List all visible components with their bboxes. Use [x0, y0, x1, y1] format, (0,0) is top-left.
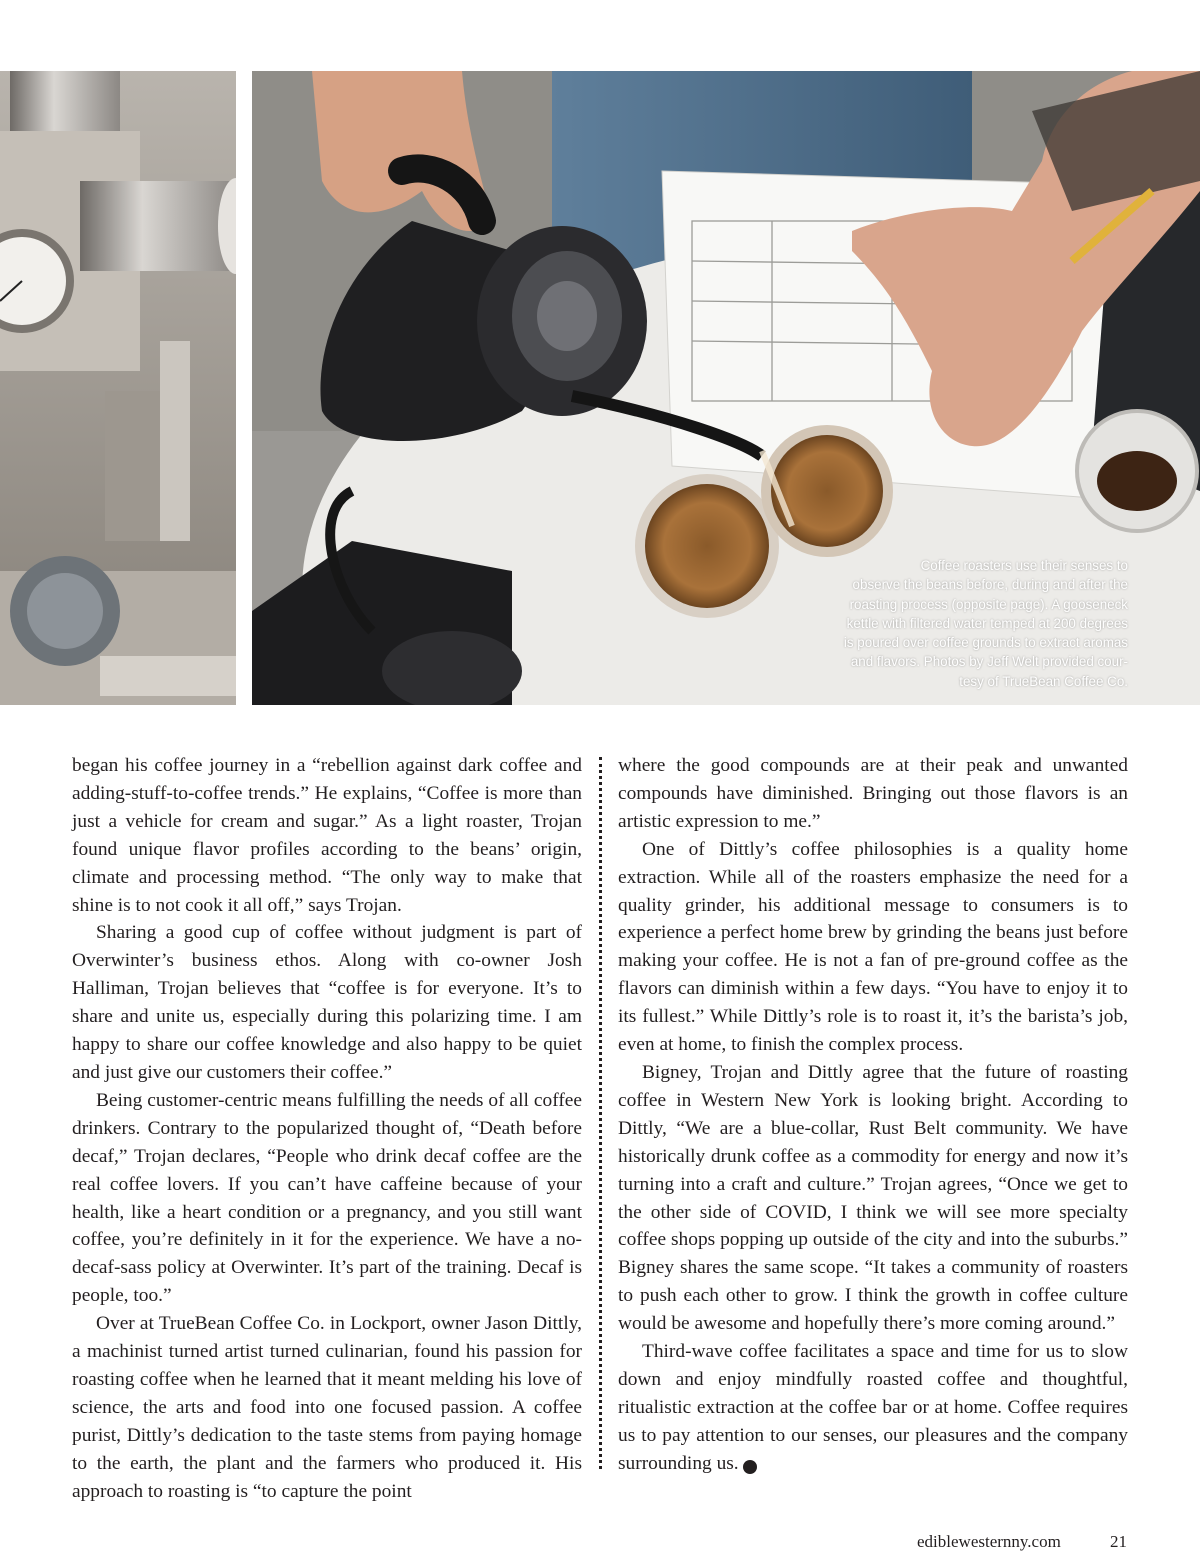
page-number: 21: [1110, 1532, 1127, 1551]
article-paragraph: Over at TrueBean Coffee Co. in Lockport, owner Jason Dittly, a machinist turned artist turned culinarian, found his passion for roasting coffee when he learned that it meant melding his love of science, the arts and food into one focused passion. A coffee purist, Dittly’s dedication to the taste stems from paying homage to the earth, the plant and the farmers who produced it. His approach to roasting is “to capture the point: [72, 1313, 582, 1502]
article-paragraph-final: [618, 1338, 1128, 1478]
article-paragraph: Being customer-centric means fulfilling the needs of all coffee drinkers. Contrary to the popularized thought of, “Death before decaf,” Trojan declares, “People who drink decaf coffee are the real coffee lovers. If you can’t have caffeine because of your health, like a heart condition or a pregnancy, and you still want coffee, you’re definitely in it for the experience. We have a no-decaf-sass policy at Overwinter. It’s part of the training. Decaf is people, too.”: [72, 1089, 582, 1307]
caption-line: and flavors. Photos by Jeff Welt provided cour-: [850, 654, 1128, 670]
article-column-right: [618, 752, 1128, 1478]
column-divider: [599, 757, 602, 1469]
article-paragraph: where the good compounds are at their peak and unwanted compounds have diminished. Bringing out those flavors is an artistic expression to me.”: [618, 755, 1128, 832]
article-paragraph: began his coffee journey in a “rebellion against dark coffee and adding-stuff-to-coffee trends.” He explains, “Coffee is more than just a vehicle for cream and sugar.” As a light roaster, Trojan found unique flavor profiles according to the beans’ origin, climate and processing method. “The only way to make that shine is to not cook it all off,” says Trojan.: [72, 755, 582, 916]
article-paragraph-text: Third-wave coffee facilitates a space and time for us to slow down and enjoy mindfully roasted coffee and thoughtful, ritualistic extraction at the coffee bar or at home. Coffee requires us to pay attention to our senses, our pleasures and the company surrounding us.: [618, 1341, 1128, 1474]
footer-site-url: ediblewesternny.com: [917, 1532, 1061, 1551]
article-paragraph: Sharing a good cup of coffee without judgment is part of Overwinter’s business ethos. Along with co-owner Josh Halliman, Trojan believes that “coffee is for everyone. It’s to share and unite us, especially during this polarizing time. I am happy to share our coffee knowledge and also happy to be quiet and just give our customers their coffee.”: [72, 922, 582, 1083]
caption-line: roasting process (opposite page). A gooseneck: [849, 596, 1128, 612]
article-paragraph: Bigney, Trojan and Dittly agree that the future of roasting coffee in Western New York is looking bright. According to Dittly, “We are a blue-collar, Rust Belt community. We have historically drunk coffee as a commodity for energy and now it’s turning into a craft and culture.” Trojan agrees, “Once we get to the other side of COVID, I think we will see more specialty coffee shops popping up outside of the city and into the suburbs.” Bigney shares the same scope. “It takes a community of roasters to push each other to grow. I think the growth in coffee culture would be awesome and hopefully there’s more coming around.”: [618, 1061, 1128, 1335]
caption-line: Coffee roasters use their senses to: [920, 558, 1128, 573]
photo-caption: [798, 556, 1128, 691]
caption-line: is poured over coffee grounds to extract aromas: [843, 635, 1128, 651]
roaster-machine-photo: [0, 71, 236, 705]
caption-line: tesy of TrueBean Coffee Co.: [959, 673, 1128, 689]
caption-line: observe the beans before, during and after the: [852, 577, 1128, 593]
caption-line: kettle with filtered water temped at 200 degrees: [846, 615, 1128, 631]
article-paragraph: One of Dittly’s coffee philosophies is a quality home extraction. While all of the roasters emphasize the need for a quality grinder, his additional message to consumers is to experience a perfect home brew by grinding the beans just before making your coffee. He is not a fan of pre-ground coffee as the flavors can diminish within a few days. “You have to enjoy it to its fullest.” While Dittly’s role is to roast it, it’s the barista’s job, even at home, to finish the complex process.: [618, 838, 1128, 1056]
end-mark-icon: e: [743, 1460, 757, 1474]
article-column-left: [72, 752, 582, 1505]
